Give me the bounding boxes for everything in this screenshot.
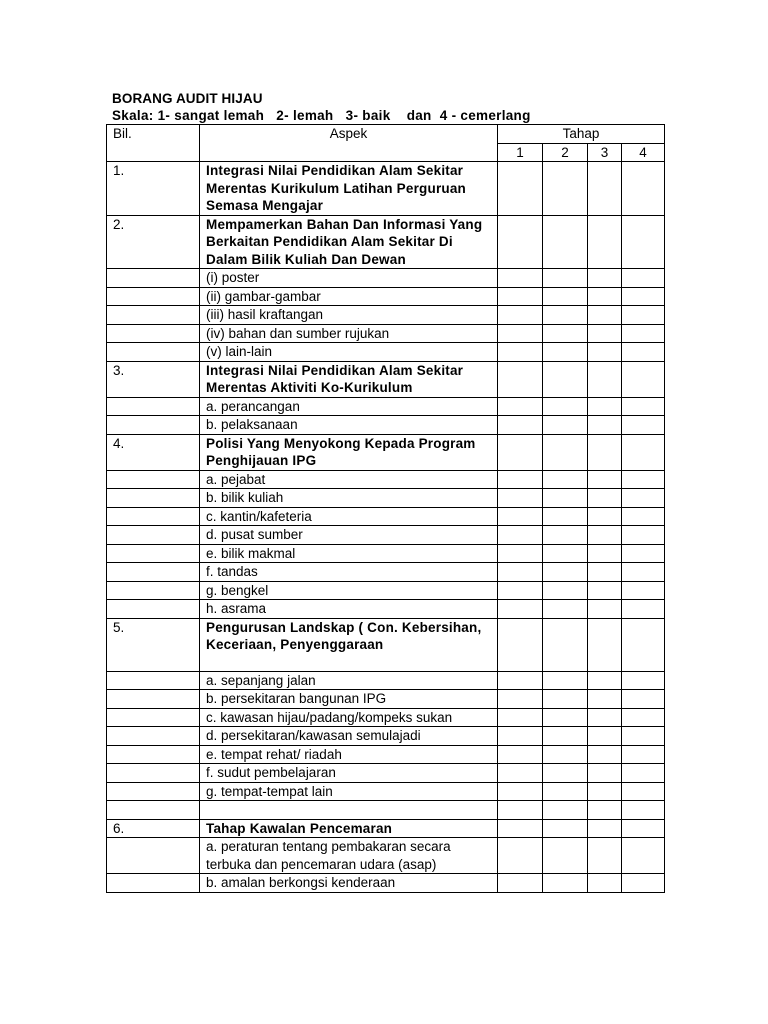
- rating-cell-3[interactable]: [588, 618, 622, 671]
- rating-cell-1[interactable]: [498, 671, 543, 690]
- rating-cell-1[interactable]: [498, 287, 543, 306]
- aspect-item: (ii) gambar-gambar: [200, 287, 498, 306]
- table-row: [107, 838, 665, 874]
- aspect-item: g. bengkel: [200, 581, 498, 600]
- row-number: [107, 838, 200, 874]
- aspect-heading: Integrasi Nilai Pendidikan Alam Sekitar Merentas Kurikulum Latihan Perguruan Semasa Mengajar: [200, 162, 498, 216]
- rating-cell-3[interactable]: [588, 544, 622, 563]
- aspect-heading: Pengurusan Landskap ( Con. Kebersihan, Keceriaan, Penyenggaraan: [200, 618, 498, 671]
- header-aspek: Aspek: [200, 125, 498, 162]
- row-number: 2.: [107, 215, 200, 269]
- rating-cell-4[interactable]: [622, 618, 665, 671]
- table-row: [107, 306, 665, 325]
- rating-cell-1[interactable]: [498, 324, 543, 343]
- rating-cell-3[interactable]: [588, 563, 622, 582]
- rating-cell-4[interactable]: [622, 215, 665, 269]
- rating-cell-2[interactable]: [543, 581, 588, 600]
- rating-cell-4[interactable]: [622, 544, 665, 563]
- row-number: [107, 745, 200, 764]
- row-number: [107, 507, 200, 526]
- rating-cell-1[interactable]: [498, 838, 543, 874]
- rating-cell-1[interactable]: [498, 600, 543, 619]
- rating-cell-3[interactable]: [588, 745, 622, 764]
- table-row: [107, 764, 665, 783]
- rating-cell-4[interactable]: [622, 324, 665, 343]
- rating-cell-1[interactable]: [498, 343, 543, 362]
- rating-cell-3[interactable]: [588, 397, 622, 416]
- aspect-item: b. amalan berkongsi kenderaan: [200, 874, 498, 893]
- rating-cell-2[interactable]: [543, 343, 588, 362]
- row-number: 1.: [107, 162, 200, 216]
- rating-cell-3[interactable]: [588, 343, 622, 362]
- table-row: [107, 801, 665, 820]
- rating-cell-3[interactable]: [588, 671, 622, 690]
- row-number: [107, 343, 200, 362]
- row-number: [107, 727, 200, 746]
- table-row: [107, 416, 665, 435]
- table-row: [107, 470, 665, 489]
- table-row: [107, 287, 665, 306]
- rating-cell-4[interactable]: [622, 397, 665, 416]
- rating-cell-2[interactable]: [543, 708, 588, 727]
- rating-cell-3[interactable]: [588, 727, 622, 746]
- rating-cell-1[interactable]: [498, 526, 543, 545]
- rating-cell-3[interactable]: [588, 764, 622, 783]
- rating-cell-4[interactable]: [622, 801, 665, 820]
- aspect-item: a. perancangan: [200, 397, 498, 416]
- audit-table: [106, 124, 665, 893]
- rating-cell-2[interactable]: [543, 618, 588, 671]
- aspect-item: e. bilik makmal: [200, 544, 498, 563]
- rating-cell-1[interactable]: [498, 361, 543, 397]
- rating-cell-3[interactable]: [588, 416, 622, 435]
- rating-cell-3[interactable]: [588, 215, 622, 269]
- rating-cell-1[interactable]: [498, 727, 543, 746]
- rating-cell-3[interactable]: [588, 600, 622, 619]
- rating-cell-1[interactable]: [498, 782, 543, 801]
- rating-cell-2[interactable]: [543, 874, 588, 893]
- rating-cell-4[interactable]: [622, 361, 665, 397]
- rating-cell-3[interactable]: [588, 162, 622, 216]
- table-row: [107, 397, 665, 416]
- row-number: [107, 526, 200, 545]
- aspect-item: g. tempat-tempat lain: [200, 782, 498, 801]
- rating-cell-1[interactable]: [498, 581, 543, 600]
- table-row: [107, 361, 665, 397]
- rating-cell-1[interactable]: [498, 708, 543, 727]
- rating-cell-2[interactable]: [543, 361, 588, 397]
- table-row: [107, 874, 665, 893]
- rating-cell-1[interactable]: [498, 690, 543, 709]
- aspect-item: b. persekitaran bangunan IPG: [200, 690, 498, 709]
- rating-cell-4[interactable]: [622, 874, 665, 893]
- row-number: [107, 671, 200, 690]
- table-row: [107, 618, 665, 671]
- table-row: [107, 745, 665, 764]
- rating-cell-4[interactable]: [622, 343, 665, 362]
- rating-cell-4[interactable]: [622, 764, 665, 783]
- rating-cell-2[interactable]: [543, 563, 588, 582]
- rating-cell-4[interactable]: [622, 563, 665, 582]
- aspect-item: d. persekitaran/kawasan semulajadi: [200, 727, 498, 746]
- table-row: [107, 819, 665, 838]
- header-tahap-3: 3: [588, 143, 622, 162]
- rating-cell-3[interactable]: [588, 324, 622, 343]
- aspect-item: f. tandas: [200, 563, 498, 582]
- table-row: [107, 434, 665, 470]
- row-number: [107, 269, 200, 288]
- aspect-heading: Polisi Yang Menyokong Kepada Program Penghijauan IPG: [200, 434, 498, 470]
- rating-cell-2[interactable]: [543, 782, 588, 801]
- rating-cell-3[interactable]: [588, 526, 622, 545]
- rating-cell-3[interactable]: [588, 269, 622, 288]
- rating-cell-2[interactable]: [543, 526, 588, 545]
- table-row: [107, 507, 665, 526]
- rating-cell-4[interactable]: [622, 162, 665, 216]
- rating-cell-3[interactable]: [588, 819, 622, 838]
- aspect-item: e. tempat rehat/ riadah: [200, 745, 498, 764]
- header-tahap-4: 4: [622, 143, 665, 162]
- rating-cell-2[interactable]: [543, 745, 588, 764]
- table-row: [107, 162, 665, 216]
- rating-cell-1[interactable]: [498, 507, 543, 526]
- row-number: [107, 287, 200, 306]
- rating-cell-1[interactable]: [498, 544, 543, 563]
- row-number: 6.: [107, 819, 200, 838]
- rating-cell-1[interactable]: [498, 489, 543, 508]
- table-row: [107, 526, 665, 545]
- rating-cell-2[interactable]: [543, 671, 588, 690]
- row-number: [107, 470, 200, 489]
- table-row: [107, 563, 665, 582]
- rating-cell-3[interactable]: [588, 489, 622, 508]
- table-row: [107, 690, 665, 709]
- form-title: BORANG AUDIT HIJAU: [112, 91, 263, 106]
- rating-cell-2[interactable]: [543, 287, 588, 306]
- rating-cell-1[interactable]: [498, 764, 543, 783]
- rating-cell-4[interactable]: [622, 306, 665, 325]
- rating-cell-1[interactable]: [498, 162, 543, 216]
- table-row: [107, 581, 665, 600]
- row-number: [107, 874, 200, 893]
- rating-cell-2[interactable]: [543, 801, 588, 820]
- aspect-heading: Integrasi Nilai Pendidikan Alam Sekitar Merentas Aktiviti Ko-Kurikulum: [200, 361, 498, 397]
- header-tahap-1: 1: [498, 143, 543, 162]
- rating-cell-4[interactable]: [622, 782, 665, 801]
- aspect-item: a. sepanjang jalan: [200, 671, 498, 690]
- row-number: [107, 416, 200, 435]
- rating-cell-1[interactable]: [498, 215, 543, 269]
- table-row: [107, 343, 665, 362]
- aspect-item: d. pusat sumber: [200, 526, 498, 545]
- rating-cell-3[interactable]: [588, 874, 622, 893]
- rating-cell-4[interactable]: [622, 690, 665, 709]
- rating-scale: Skala: 1- sangat lemah 2- lemah 3- baik dan 4 - cemerlang: [112, 108, 531, 123]
- row-number: 3.: [107, 361, 200, 397]
- rating-cell-4[interactable]: [622, 838, 665, 874]
- rating-cell-3[interactable]: [588, 708, 622, 727]
- rating-cell-2[interactable]: [543, 162, 588, 216]
- rating-cell-2[interactable]: [543, 727, 588, 746]
- rating-cell-4[interactable]: [622, 507, 665, 526]
- header-tahap-2: 2: [543, 143, 588, 162]
- rating-cell-2[interactable]: [543, 690, 588, 709]
- aspect-item: a. peraturan tentang pembakaran secara terbuka dan pencemaran udara (asap): [200, 838, 498, 874]
- rating-cell-1[interactable]: [498, 801, 543, 820]
- row-number: [107, 782, 200, 801]
- table-row: [107, 782, 665, 801]
- table-row: [107, 324, 665, 343]
- rating-cell-4[interactable]: [622, 727, 665, 746]
- row-number: 5.: [107, 618, 200, 671]
- rating-cell-2[interactable]: [543, 489, 588, 508]
- rating-cell-3[interactable]: [588, 581, 622, 600]
- aspect-item: (i) poster: [200, 269, 498, 288]
- rating-cell-1[interactable]: [498, 306, 543, 325]
- rating-cell-4[interactable]: [622, 581, 665, 600]
- aspect-item: b. bilik kuliah: [200, 489, 498, 508]
- rating-cell-1[interactable]: [498, 269, 543, 288]
- row-number: [107, 801, 200, 820]
- rating-cell-4[interactable]: [622, 600, 665, 619]
- table-row: [107, 489, 665, 508]
- row-number: [107, 544, 200, 563]
- rating-cell-1[interactable]: [498, 416, 543, 435]
- row-number: [107, 306, 200, 325]
- row-number: 4.: [107, 434, 200, 470]
- rating-cell-3[interactable]: [588, 801, 622, 820]
- row-number: [107, 397, 200, 416]
- rating-cell-1[interactable]: [498, 745, 543, 764]
- rating-cell-2[interactable]: [543, 324, 588, 343]
- rating-cell-3[interactable]: [588, 306, 622, 325]
- aspect-heading: Tahap Kawalan Pencemaran: [200, 819, 498, 838]
- aspect-heading: Mempamerkan Bahan Dan Informasi Yang Berkaitan Pendidikan Alam Sekitar Di Dalam Bilik Kuliah Dan Dewan: [200, 215, 498, 269]
- rating-cell-4[interactable]: [622, 489, 665, 508]
- rating-cell-4[interactable]: [622, 416, 665, 435]
- rating-cell-2[interactable]: [543, 416, 588, 435]
- table-row: [107, 600, 665, 619]
- row-number: [107, 324, 200, 343]
- rating-cell-2[interactable]: [543, 838, 588, 874]
- row-number: [107, 600, 200, 619]
- rating-cell-4[interactable]: [622, 671, 665, 690]
- header-bil: Bil.: [107, 125, 200, 162]
- rating-cell-4[interactable]: [622, 745, 665, 764]
- rating-cell-4[interactable]: [622, 708, 665, 727]
- aspect-item: c. kawasan hijau/padang/kompeks sukan: [200, 708, 498, 727]
- rating-cell-4[interactable]: [622, 526, 665, 545]
- rating-cell-2[interactable]: [543, 507, 588, 526]
- rating-cell-4[interactable]: [622, 470, 665, 489]
- row-number: [107, 690, 200, 709]
- rating-cell-3[interactable]: [588, 838, 622, 874]
- table-row: [107, 215, 665, 269]
- table-row: [107, 544, 665, 563]
- rating-cell-3[interactable]: [588, 434, 622, 470]
- aspect-item: (iii) hasil kraftangan: [200, 306, 498, 325]
- rating-cell-1[interactable]: [498, 397, 543, 416]
- row-number: [107, 708, 200, 727]
- rating-cell-2[interactable]: [543, 819, 588, 838]
- rating-cell-1[interactable]: [498, 434, 543, 470]
- rating-cell-4[interactable]: [622, 434, 665, 470]
- rating-cell-1[interactable]: [498, 618, 543, 671]
- table-body: [107, 162, 665, 893]
- aspect-item: h. asrama: [200, 600, 498, 619]
- row-number: [107, 764, 200, 783]
- rating-cell-2[interactable]: [543, 764, 588, 783]
- audit-form: [106, 90, 664, 893]
- aspect-item: a. pejabat: [200, 470, 498, 489]
- rating-cell-3[interactable]: [588, 782, 622, 801]
- rating-cell-2[interactable]: [543, 215, 588, 269]
- rating-cell-1[interactable]: [498, 470, 543, 489]
- rating-cell-3[interactable]: [588, 287, 622, 306]
- rating-cell-2[interactable]: [543, 470, 588, 489]
- rating-cell-1[interactable]: [498, 874, 543, 893]
- row-number: [107, 489, 200, 508]
- rating-cell-3[interactable]: [588, 361, 622, 397]
- rating-cell-4[interactable]: [622, 287, 665, 306]
- aspect-item: (v) lain-lain: [200, 343, 498, 362]
- rating-cell-1[interactable]: [498, 819, 543, 838]
- table-row: [107, 708, 665, 727]
- rating-cell-2[interactable]: [543, 434, 588, 470]
- rating-cell-2[interactable]: [543, 306, 588, 325]
- aspect-item: (iv) bahan dan sumber rujukan: [200, 324, 498, 343]
- rating-cell-3[interactable]: [588, 507, 622, 526]
- rating-cell-2[interactable]: [543, 269, 588, 288]
- rating-cell-2[interactable]: [543, 397, 588, 416]
- rating-cell-3[interactable]: [588, 470, 622, 489]
- header-tahap: Tahap: [498, 125, 665, 144]
- rating-cell-4[interactable]: [622, 269, 665, 288]
- rating-cell-3[interactable]: [588, 690, 622, 709]
- rating-cell-1[interactable]: [498, 563, 543, 582]
- aspect-item: [200, 801, 498, 820]
- rating-cell-4[interactable]: [622, 819, 665, 838]
- rating-cell-2[interactable]: [543, 600, 588, 619]
- aspect-item: b. pelaksanaan: [200, 416, 498, 435]
- table-row: [107, 727, 665, 746]
- row-number: [107, 581, 200, 600]
- row-number: [107, 563, 200, 582]
- aspect-item: c. kantin/kafeteria: [200, 507, 498, 526]
- table-row: [107, 671, 665, 690]
- table-row: [107, 269, 665, 288]
- rating-cell-2[interactable]: [543, 544, 588, 563]
- aspect-item: f. sudut pembelajaran: [200, 764, 498, 783]
